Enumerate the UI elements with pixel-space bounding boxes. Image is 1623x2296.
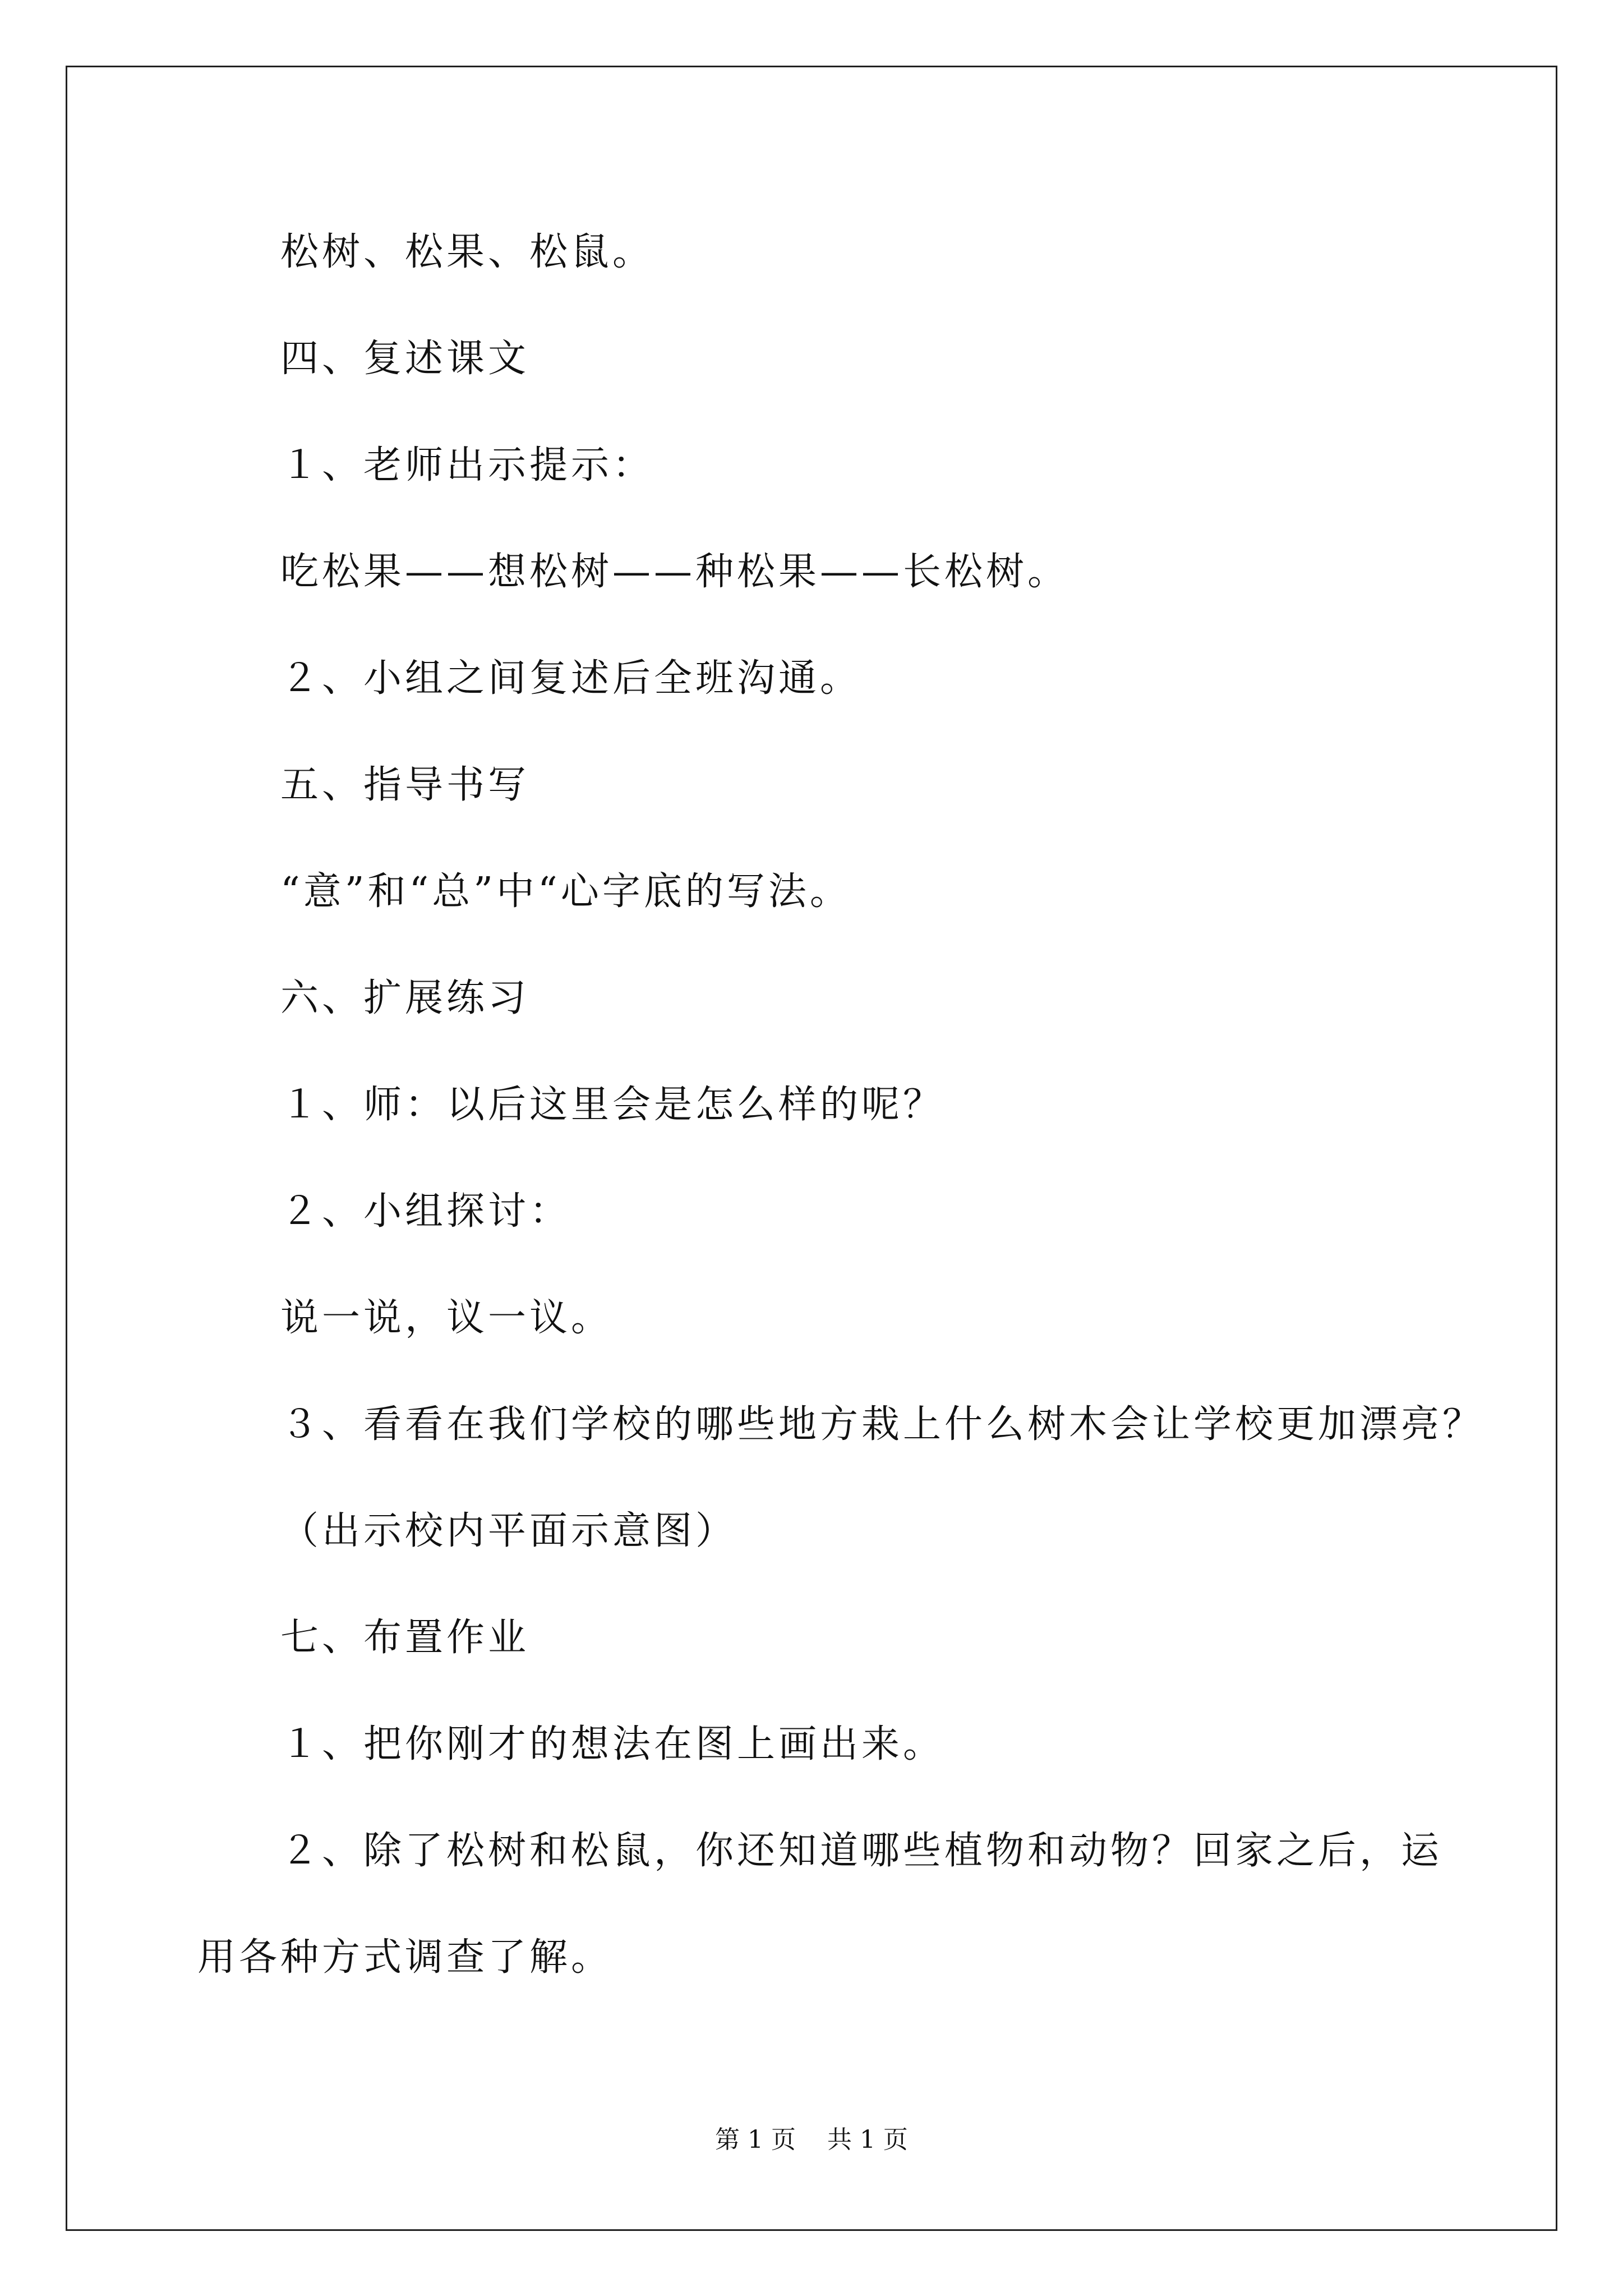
paragraph: ３、看看在我们学校的哪些地方栽上什么树木会让学校更加漂亮？ <box>280 1402 1484 1447</box>
paragraph: （出示校内平面示意图） <box>280 1509 737 1553</box>
paragraph: １、师：以后这里会是怎么样的呢？ <box>280 1083 945 1127</box>
paragraph-continuation: 用各种方式调查了解。 <box>197 1935 613 1980</box>
paragraph: ２、小组探讨： <box>280 1189 571 1234</box>
paragraph: １、把你刚才的想法在图上画出来。 <box>280 1722 945 1766</box>
paragraph: 松树、松果、松鼠。 <box>280 230 654 274</box>
section-heading: 四、复述课文 <box>280 337 530 381</box>
section-heading: 六、扩展练习 <box>280 976 530 1020</box>
paragraph: 吃松果——想松树——种松果——长松树。 <box>280 550 1069 594</box>
paragraph: 说一说，议一议。 <box>280 1296 613 1340</box>
paragraph: ２、除了松树和松鼠，你还知道哪些植物和动物？回家之后，运 <box>280 1829 1443 1873</box>
paragraph: ２、小组之间复述后全班沟通。 <box>280 656 862 701</box>
paragraph: １、老师出示提示： <box>280 443 654 487</box>
section-heading: 五、指导书写 <box>280 763 530 807</box>
paragraph: “意”和“总”中“心字底的写法。 <box>280 869 851 914</box>
page-footer: 第 1 页 共 1 页 <box>715 2125 908 2154</box>
section-heading: 七、布置作业 <box>280 1616 530 1660</box>
